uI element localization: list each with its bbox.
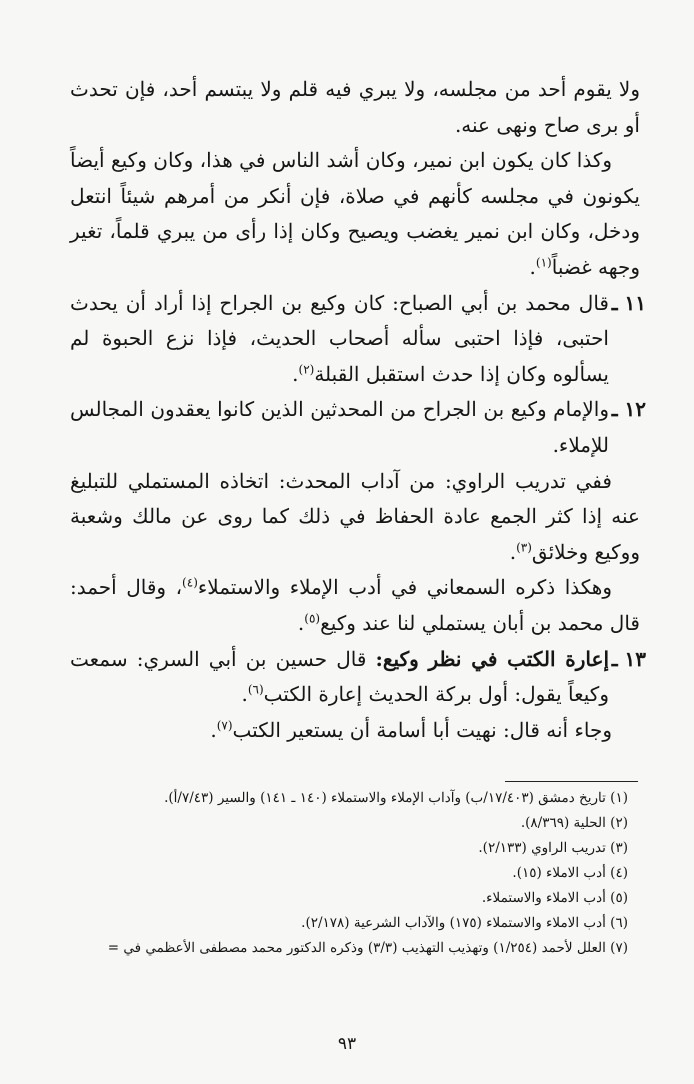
item-12	[70, 392, 646, 463]
footnote-ref-4[interactable]: (٤)	[182, 575, 198, 590]
paragraph-3	[70, 464, 640, 571]
item-13	[70, 642, 646, 713]
paragraph-5	[70, 713, 640, 749]
paragraph-3-text: ففي تدريب الراوي: من آداب المحدث: اتخاذه المستملي للتبليغ عنه إذا كثر الجمع عادة الحفاظ في ذلك كما روى عن مالك وشعبة ووكيع وخلائق	[70, 468, 640, 564]
item-11-text: قال محمد بن أبي الصباح: كان وكيع بن الجراح إذا أراد أن يحدث احتبى، فإذا احتبى سأله أصحاب الحديث، فإذا نزع الحبوة لم يسألوه وكان إذا حدث استقبل القبلة	[70, 290, 609, 386]
paragraph-4-period: .	[297, 610, 305, 635]
footnote-ref-5[interactable]: (٥)	[304, 611, 321, 626]
footnote-1: (١) تاريخ دمشق (١٧/٤٠٣/ب) وآداب الإملاء والاستملاء (١٤٠ ـ ١٤١) والسير (٧/٤٣/أ).	[164, 790, 628, 806]
page-content	[70, 72, 646, 748]
main-text	[70, 72, 646, 748]
footnotes	[60, 786, 628, 961]
footnote-3: (٣) تدريب الراوي (٢/١٣٣).	[478, 840, 628, 856]
paragraph-1	[70, 72, 640, 143]
paragraph-3-period: .	[509, 539, 517, 564]
item-13-period: .	[241, 682, 248, 707]
item-13-number: ١٣ ـ	[611, 646, 646, 671]
item-13-text: قال حسين بن أبي السري: سمعت وكيعاً يقول: أول بركة الحديث إعارة الكتب	[70, 646, 609, 707]
item-11-period: .	[292, 361, 299, 386]
footnote-7: (٧) العلل لأحمد (١/٢٥٤) وتهذيب التهذيب (٣/٣) وذكره الدكتور محمد مصطفى الأعظمي في =	[107, 940, 628, 956]
footnote-ref-3[interactable]: (٣)	[516, 540, 532, 555]
footnote-separator	[505, 781, 638, 782]
paragraph-1-text: ولا يقوم أحد من مجلسه، ولا يبري فيه قلم ولا يبتسم أحد، فإن تحدث أو برى صاح ونهى عنه.	[70, 77, 640, 137]
footnote-5: (٥) أدب الاملاء والاستملاء.	[481, 890, 628, 906]
item-12-text: والإمام وكيع بن الجراح من المحدثين الذين كانوا يعقدون المجالس للإملاء.	[70, 397, 609, 457]
item-13-heading: إعارة الكتب في نظر وكيع:	[375, 646, 609, 671]
paragraph-2	[70, 143, 640, 285]
footnote-ref-2[interactable]: (٢)	[298, 362, 315, 377]
paragraph-4: وهكذا ذكره السمعاني في أدب الإملاء والاستملاء$^{(٤)}$، وقال أحمد: قال محمد بن أبان يستملي لنا عند وكيع$^{(٥)}$.	[70, 575, 640, 635]
item-11	[70, 286, 646, 393]
item-11-number: ١١ ـ	[611, 290, 646, 315]
paragraph-5-text: وجاء أنه قال: نهيت أبا أسامة أن يستعير الكتب	[232, 717, 612, 742]
paragraph-2-period: .	[529, 254, 536, 279]
paragraph-5-period: .	[210, 717, 217, 742]
footnote-2: (٢) الحلية (٨/٣٦٩).	[520, 815, 628, 831]
footnote-6: (٦) أدب الاملاء والاستملاء (١٧٥) والآداب الشرعية (٢/١٧٨).	[301, 915, 628, 931]
footnote-ref-6[interactable]: (٦)	[247, 682, 264, 697]
paragraph-2-text: وكذا كان يكون ابن نمير، وكان أشد الناس في هذا، وكان وكيع أيضاً يكونون في مجلسه كأنهم في صلاة، فإن أنكر من أمرهم شيئاً انتعل ودخل، وكان ابن نمير يغضب ويصيح وكان إذا رأى من يبري قلماً، تغير وجهه غضباً	[70, 148, 640, 279]
paragraph-4-text-a: وهكذا ذكره السمعاني في أدب الإملاء والاستملاء	[197, 575, 613, 600]
footnote-4: (٤) أدب الاملاء (١٥).	[512, 865, 628, 881]
footnote-ref-7[interactable]: (٧)	[216, 718, 233, 733]
paragraph-4-text-b: وقال أحمد: قال محمد بن أبان يستملي لنا عند وكيع	[70, 575, 640, 635]
footnote-ref-1[interactable]: (١)	[535, 255, 552, 270]
page-number: ٩٣	[337, 1034, 357, 1054]
item-12-number: ١٢ ـ	[611, 397, 646, 422]
